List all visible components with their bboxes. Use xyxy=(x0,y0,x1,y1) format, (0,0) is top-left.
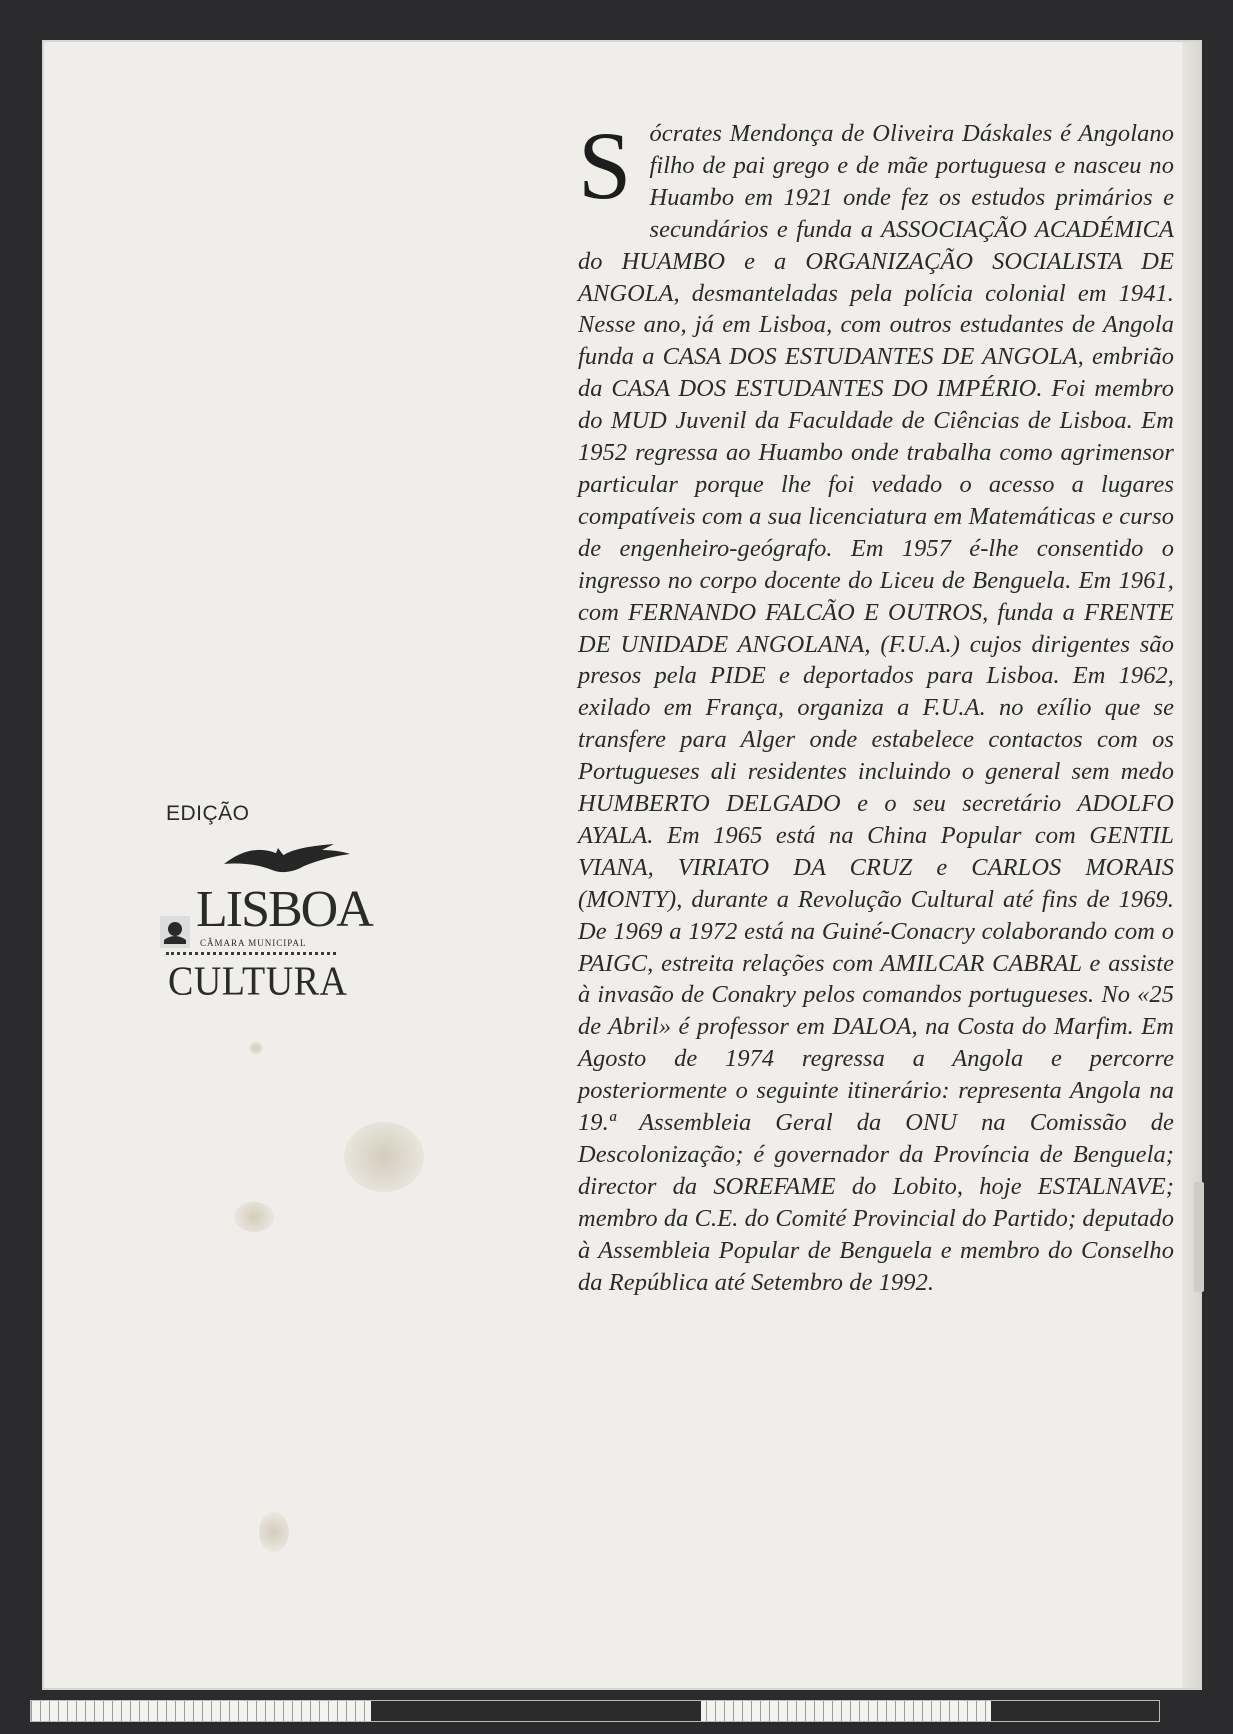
publisher-block xyxy=(154,802,372,1006)
logo-cultura-text: CULTURA xyxy=(168,958,348,1005)
staple-mark xyxy=(1194,1182,1204,1292)
page-edge xyxy=(1182,42,1200,1688)
lisboa-cultura-logo xyxy=(154,826,372,1006)
paper-stain xyxy=(259,1512,289,1552)
biography-body: ócrates Mendonça de Oliveira Dáskales é Angolano filho de pai grego e de mãe portuguesa e nasceu no Huambo em 1921 onde fez os estudos primários e secundários e funda a ASSOCIAÇÃO ACADÉMICA do HUAMBO e a ORGANIZAÇÃO SOCIALISTA DE ANGOLA, desmanteladas pela polícia colonial em 1941. Nesse ano, já em Lisboa, com outros estudantes de Angola funda a CASA DOS ESTUDANTES DE ANGOLA, embrião da CASA DOS ESTUDANTES DO IMPÉRIO. Foi membro do MUD Juvenil da Faculdade de Ciências de Lisboa. Em 1952 regressa ao Huambo onde trabalha como agrimensor particular porque lhe foi vedado o acesso a lugares compatíveis com a sua licenciatura em Matemáticas e curso de engenheiro-geógrafo. Em 1957 é-lhe consentido o ingresso no corpo docente do Liceu de Benguela. Em 1961, com FERNANDO FALCÃO E OUTROS, funda a FRENTE DE UNIDADE ANGOLANA, (F.U.A.) cujos dirigentes são presos pela PIDE e deportados para Lisboa. Em 1962, exilado em França, organiza a F.U.A. no exílio que se transfere para Alger onde estabelece contactos com os Portugueses ali residentes incluindo o general sem medo HUMBERTO DELGADO e o seu secretário ADOLFO AYALA. Em 1965 está na China Popular com GENTIL VIANA, VIRIATO DA CRUZ e CARLOS MORAIS (MONTY), durante a Revolução Cultural até fins de 1969. De 1969 a 1972 está na Guiné-Conacry colaborando com o PAIGC, estreita relações com AMILCAR CABRAL e assiste à invasão de Conakry pelos comandos portugueses. No «25 de Abril» é professor em DALOA, na Costa do Marfim. Em Agosto de 1974 regressa a Angola e percorre posteriormente o seguinte itinerário: representa Angola na 19.ª Assembleia Geral da ONU na Comissão de Descolonização; é governador da Província de Benguela; director da SOREFAME do Lobito, hoje ESTALNAVE; membro da C.E. do Comité Provincial do Partido; deputado à Assembleia Popular de Benguela e membro do Conselho da República até Setembro de 1992. xyxy=(578,120,1174,1296)
paper-stain xyxy=(234,1202,274,1232)
paper-stain xyxy=(249,1042,263,1054)
logo-lisboa-text: LISBOA xyxy=(196,881,372,938)
ruler-dark-segment xyxy=(371,1701,701,1721)
drop-cap: S xyxy=(578,112,632,219)
logo-divider xyxy=(166,952,336,955)
book-back-cover xyxy=(42,40,1202,1690)
coat-of-arms-icon xyxy=(156,912,196,952)
paper-stain xyxy=(344,1122,424,1192)
logo-camara-text: CÂMARA MUNICIPAL xyxy=(200,938,307,948)
scan-ruler xyxy=(30,1700,1160,1722)
biography-text xyxy=(578,112,1174,1299)
edition-label: EDIÇÃO xyxy=(166,802,250,825)
ruler-dark-segment xyxy=(991,1701,1160,1721)
